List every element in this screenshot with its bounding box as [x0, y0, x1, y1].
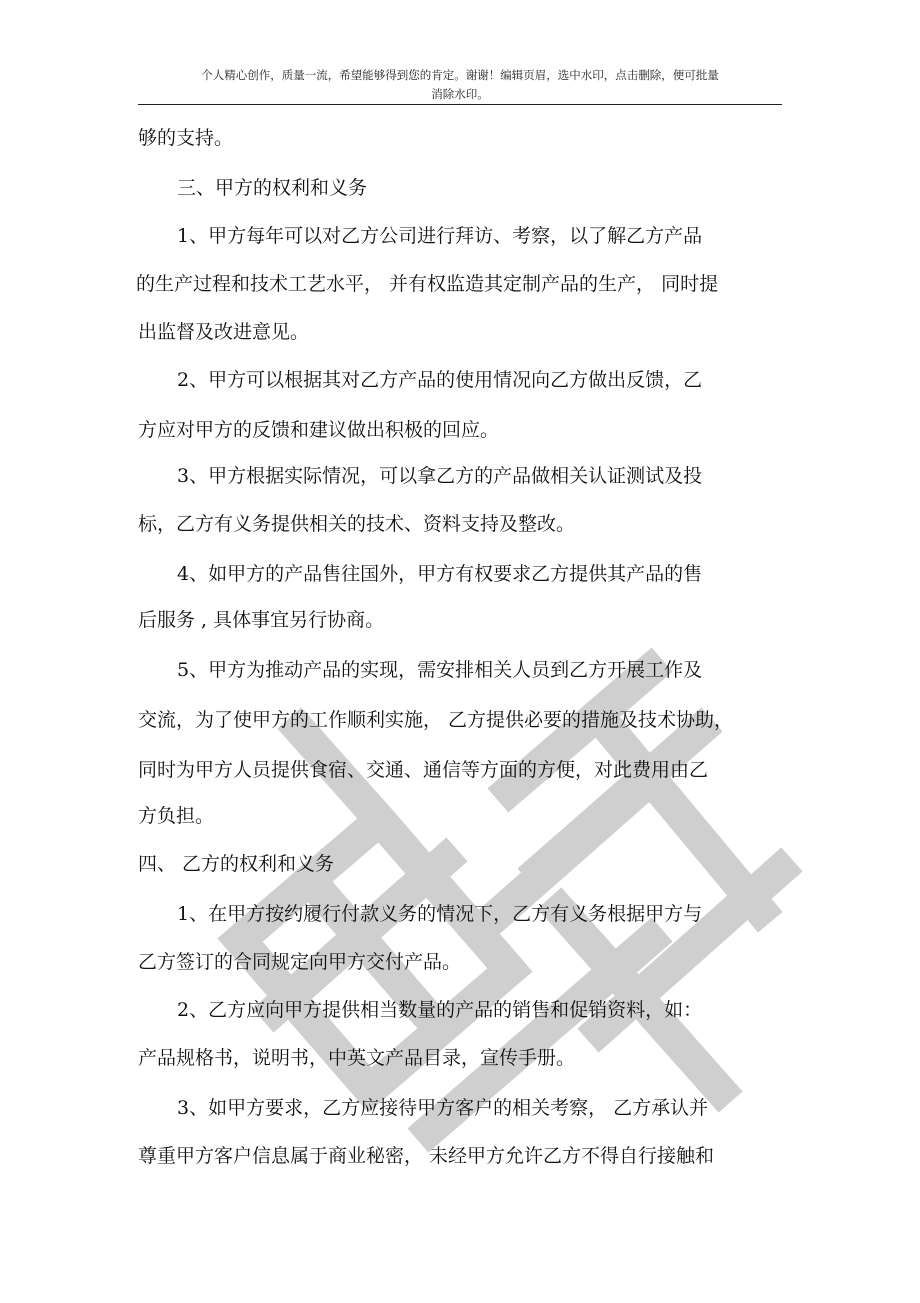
- text-line: 方负担。: [138, 805, 215, 827]
- text-line: 1、在甲方按约履行付款义务的情况下，乙方有义务根据甲方与: [177, 903, 703, 925]
- text-line: 3、如甲方要求，乙方应接待甲方客户的相关考察， 乙方承认并: [177, 1097, 709, 1119]
- text-line: 产品规格书，说明书，中英文产品目录，宣传手册。: [138, 1047, 576, 1069]
- text-line: 方应对甲方的反馈和建议做出积极的回应。: [138, 419, 500, 441]
- page-header: [138, 66, 782, 104]
- section-heading: 四、 乙方的权利和义务: [138, 853, 335, 875]
- text-line: 1、甲方每年可以对乙方公司进行拜访、考察，以了解乙方产品: [177, 225, 703, 247]
- text-line: 标，乙方有义务提供相关的技术、资料支持及整改。: [138, 513, 576, 535]
- text-line: 2、甲方可以根据其对乙方产品的使用情况向乙方做出反馈，乙: [177, 369, 703, 391]
- text-line: 3、甲方根据实际情况，可以拿乙方的产品做相关认证测试及投: [177, 465, 703, 487]
- section-heading: 三、甲方的权利和义务: [177, 177, 368, 199]
- text-line: 尊重甲方客户信息属于商业秘密， 未经甲方允许乙方不得自行接触和: [138, 1145, 715, 1167]
- text-line: 2、乙方应向甲方提供相当数量的产品的销售和促销资料，如：: [177, 999, 703, 1021]
- text-line: 4、如甲方的产品售往国外，甲方有权要求乙方提供其产品的售: [177, 563, 703, 585]
- header-text-line-1: 个人精心创作，质量一流，希望能够得到您的肯定。谢谢！编辑页眉，选中水印，点击删除，便可批量: [201, 68, 719, 82]
- text-line: 出监督及改进意见。: [138, 321, 310, 343]
- text-line: 的生产过程和技术工艺水平， 并有权监造其定制产品的生产， 同时提: [136, 273, 719, 295]
- text-line: 后服务 , 具体事宜另行协商。: [138, 609, 385, 631]
- text-line: 够的支持。: [138, 127, 234, 149]
- header-text-line-2: 消除水印。: [431, 87, 489, 101]
- text-line: 5、甲方为推动产品的实现，需安排相关人员到乙方开展工作及: [177, 659, 703, 681]
- text-line: 同时为甲方人员提供食宿、交通、通信等方面的方便，对此费用由乙: [138, 759, 709, 781]
- header-divider: [138, 104, 782, 105]
- text-line: 交流，为了使甲方的工作顺利实施， 乙方提供必要的措施及技术协助，: [138, 709, 734, 731]
- text-line: 乙方签订的合同规定向甲方交付产品。: [138, 951, 462, 973]
